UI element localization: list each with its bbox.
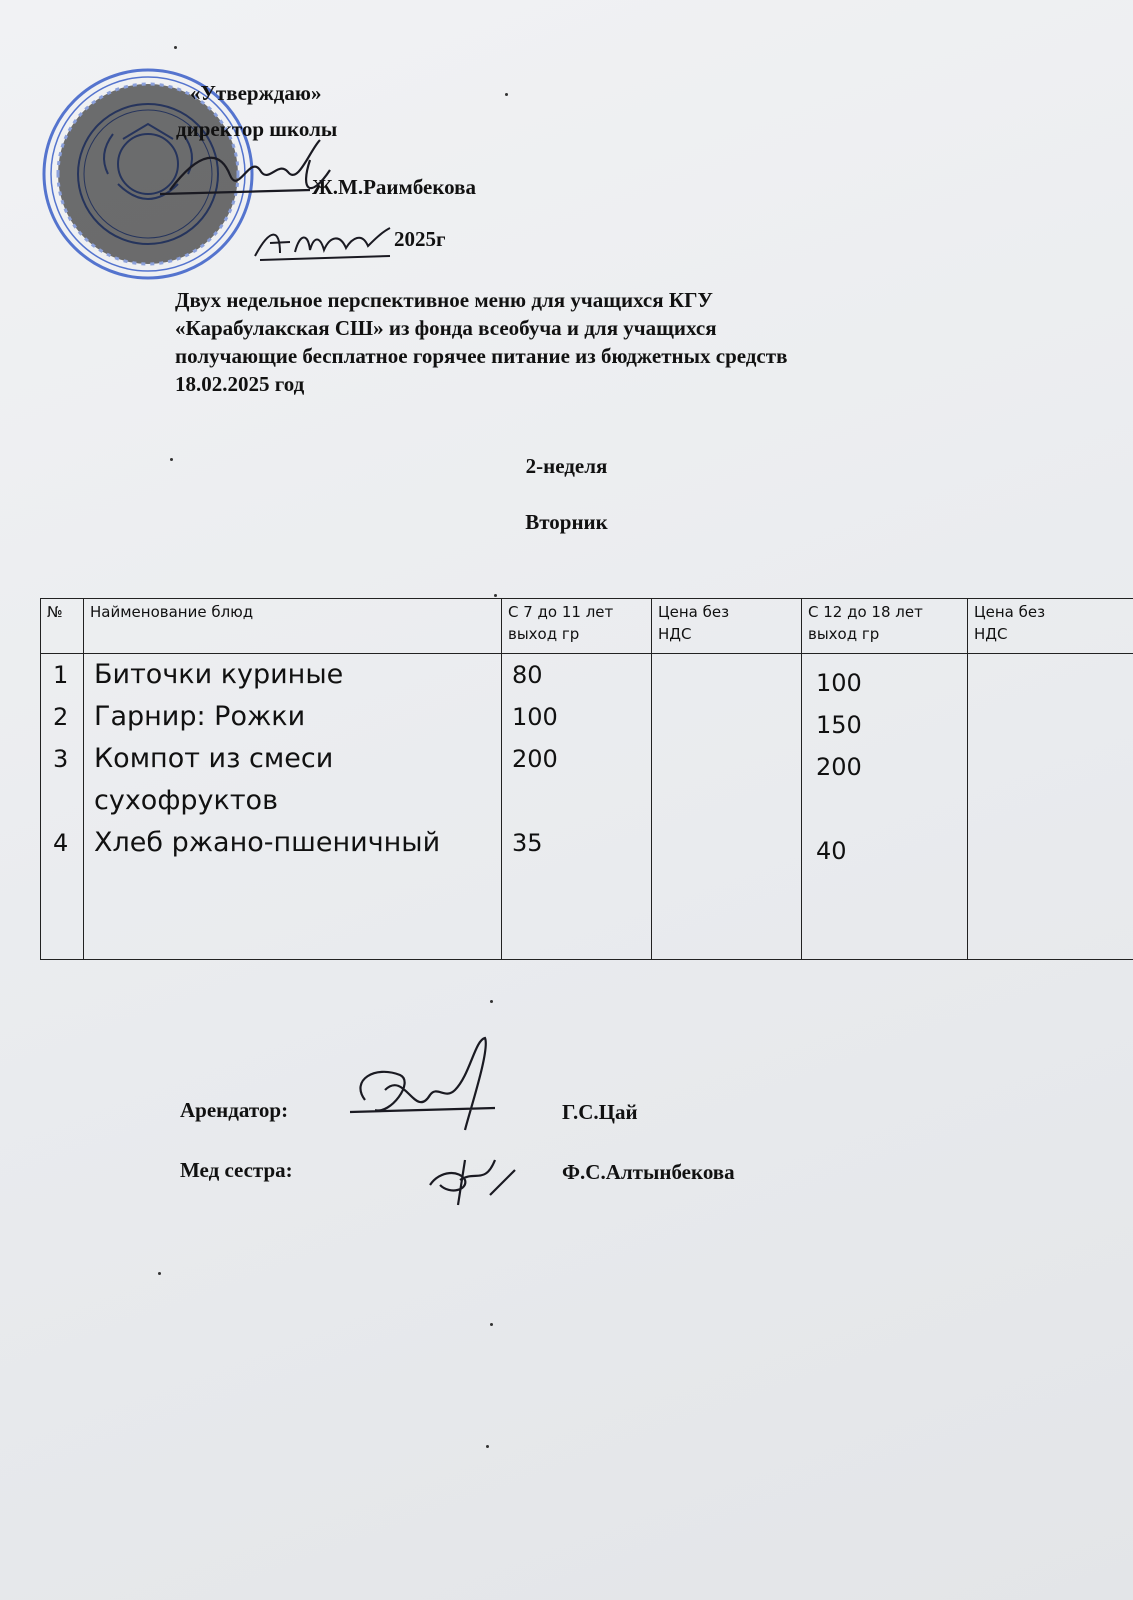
row-num: 2	[53, 703, 69, 731]
nurse-signature	[420, 1140, 520, 1210]
nurse-name: Ф.С.Алтынбекова	[562, 1160, 735, 1184]
table-header-row	[41, 599, 1133, 654]
date-handwriting	[250, 218, 395, 263]
menu-heading	[175, 286, 1025, 398]
young-column	[502, 654, 652, 960]
heading-line-4: 18.02.2025 год	[175, 372, 305, 396]
header-young: С 7 до 11 лет выход гр	[502, 599, 652, 654]
menu-table	[40, 598, 1133, 960]
price-1-column	[652, 654, 802, 960]
speck	[170, 458, 173, 461]
dish-name: Компот из смеси сухофруктов	[94, 743, 334, 816]
old-portion: 100	[816, 669, 862, 697]
approval-date: 2025г	[394, 227, 446, 251]
header-price-2: Цена без НДС	[968, 599, 1133, 654]
nurse-label: Мед сестра:	[180, 1158, 293, 1182]
header-old: С 12 до 18 лет выход гр	[802, 599, 968, 654]
price-2-column	[968, 654, 1133, 960]
speck	[486, 1445, 489, 1448]
tenant-label: Арендатор:	[180, 1098, 289, 1122]
speck	[174, 46, 177, 49]
speck	[505, 93, 508, 96]
old-column	[802, 654, 968, 960]
heading-line-3: получающие бесплатное горячее питание из бюджетных средств	[175, 344, 788, 368]
heading-line-1: Двух недельное перспективное меню для учащихся КГУ	[175, 288, 713, 312]
old-portion: 200	[816, 753, 862, 781]
name-column	[84, 654, 502, 960]
week-label: 2-неделя	[525, 454, 608, 478]
table-row	[41, 654, 1133, 960]
tenant-name: Г.С.Цай	[562, 1100, 638, 1124]
old-portion: 150	[816, 711, 862, 739]
row-num: 4	[53, 829, 69, 857]
speck	[490, 1323, 493, 1326]
director-title: директор школы	[176, 117, 338, 141]
tenant-signature	[345, 1030, 505, 1140]
young-portion: 35	[512, 829, 543, 857]
dish-name: Хлеб ржано-пшеничный	[94, 827, 441, 858]
heading-line-2: «Карабулакская СШ» из фонда всеобуча и для учащихся	[175, 316, 717, 340]
young-portion: 80	[512, 661, 543, 689]
young-portion: 200	[512, 745, 558, 773]
speck	[494, 594, 497, 597]
header-name: Найменование блюд	[84, 599, 502, 654]
dish-name: Биточки куриные	[94, 659, 344, 690]
speck	[490, 1000, 493, 1003]
row-num: 3	[53, 745, 69, 773]
approval-title: «Утверждаю»	[190, 81, 322, 105]
director-name: Ж.М.Раимбекова	[312, 175, 477, 199]
young-portion: 100	[512, 703, 558, 731]
speck	[158, 1272, 161, 1275]
dish-name: Гарнир: Рожки	[94, 701, 306, 732]
director-signature	[160, 130, 340, 210]
header-price-1: Цена без НДС	[652, 599, 802, 654]
row-num: 1	[53, 661, 69, 689]
num-column	[41, 654, 84, 960]
day-label: Вторник	[525, 510, 608, 534]
header-num: №	[41, 599, 84, 654]
old-portion: 40	[816, 837, 847, 865]
